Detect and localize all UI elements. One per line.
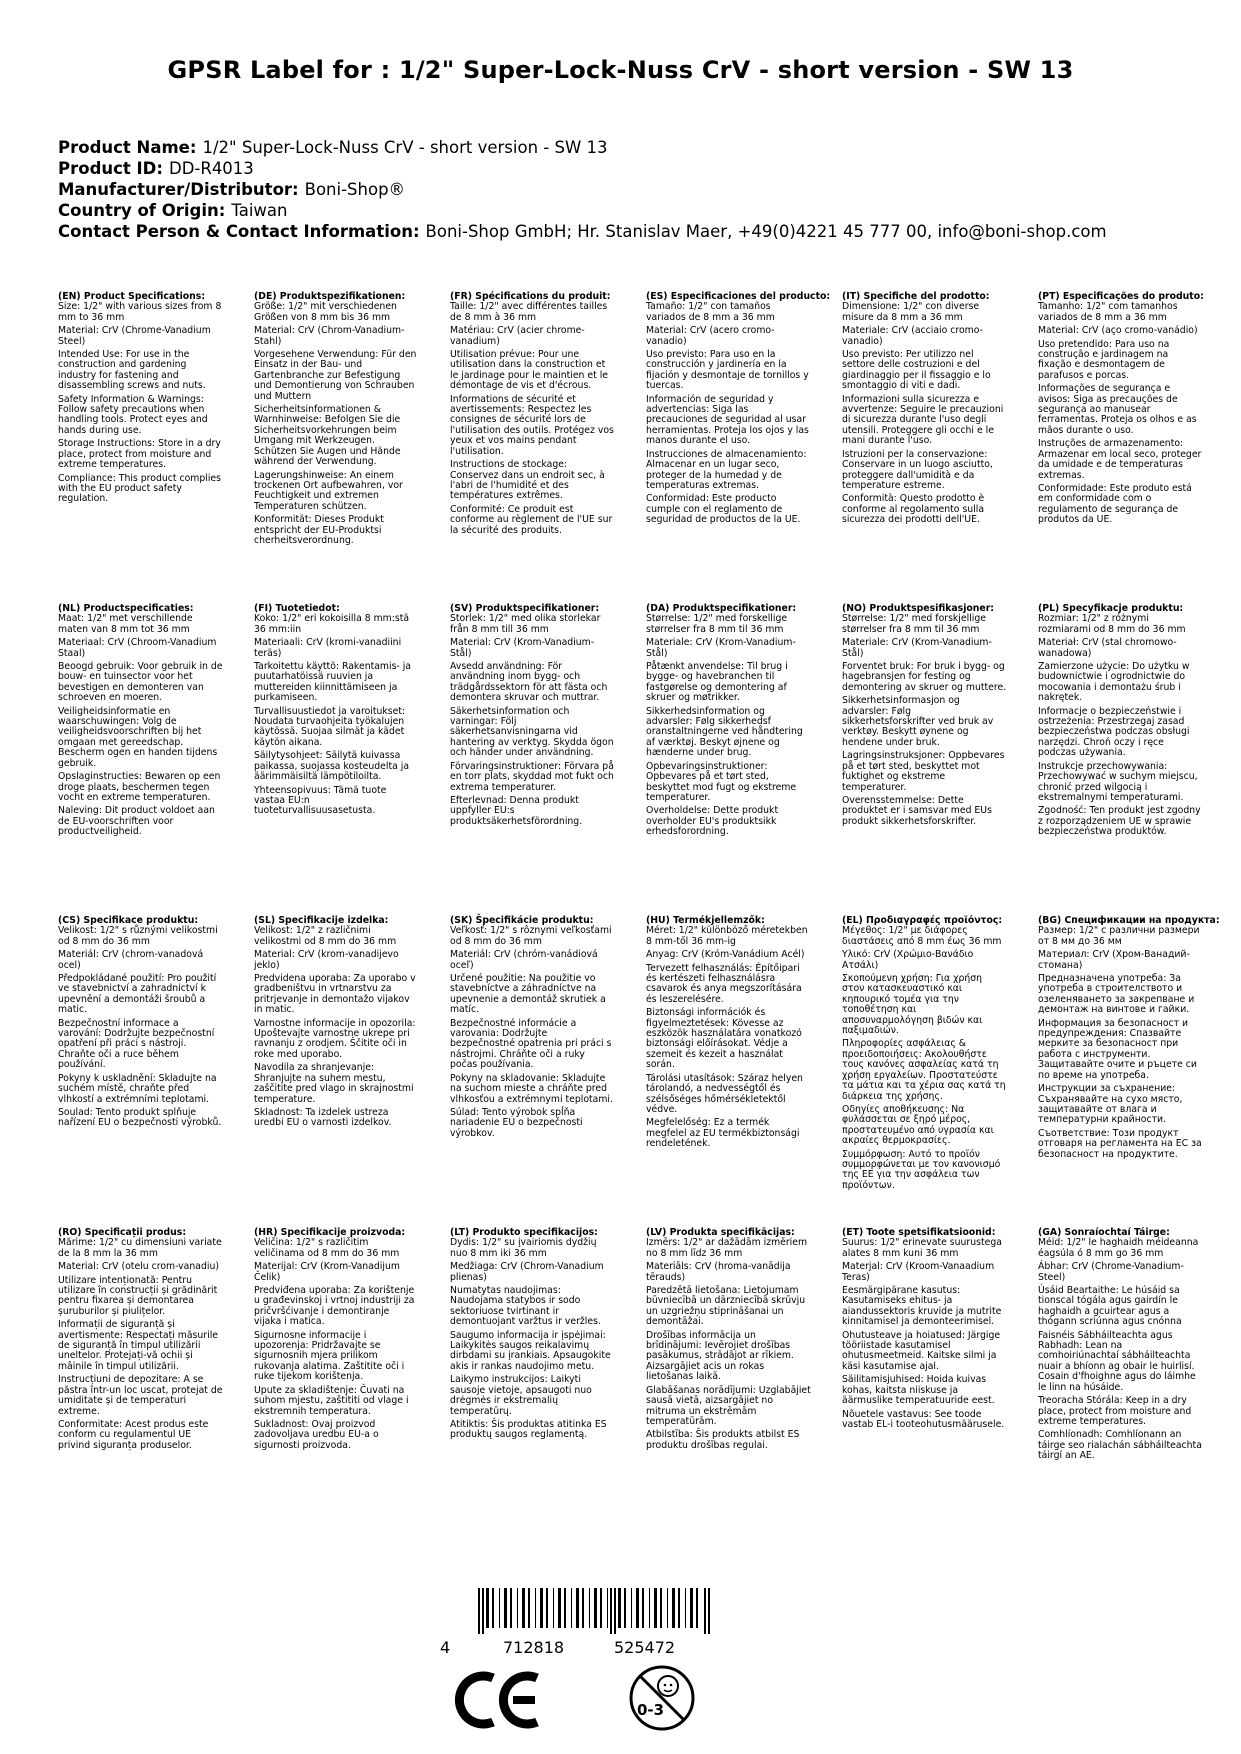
age-0-3-warning-icon [628, 1664, 696, 1732]
spec-line: Πληροφορίες ασφάλειας & προειδοποιήσεις: Ακολουθήστε τους κανόνες ασφαλείας κατά τη χρήση εργαλείων. Προστατεύστε τα μάτια και τα χέρια σας κατά τη διάρκεια της χρήσης. [842, 1038, 1006, 1102]
spec-heading: (PT) Especificações do produto: [1038, 291, 1204, 302]
spec-line: Méid: 1/2" le haghaidh méideanna éagsúla ó 8 mm go 36 mm [1038, 1237, 1199, 1259]
barcode-bar [696, 1588, 698, 1628]
spec-block [1038, 1228, 1203, 1558]
barcode-bar [649, 1588, 650, 1628]
spec-heading: (LT) Produkto specifikacijos: [450, 1227, 598, 1238]
spec-block [254, 1228, 419, 1558]
spec-line: Navodila za shranjevanje: Shranjujte na suhem mestu, zaščitite pred vlago in skrajnostmi temperature. [254, 1062, 414, 1105]
product-name-row: Product Name: 1/2" Super-Lock-Nuss CrV - short version - SW 13 [58, 138, 608, 157]
spec-line: Maat: 1/2" met verschillende maten van 8 mm tot 36 mm [58, 613, 193, 635]
spec-block [450, 292, 615, 604]
spec-line: Megfelelőség: Ez a termék megfelel az EU termékbiztonsági rendeletének. [646, 1117, 800, 1150]
spec-line: Utilizare intenționată: Pentru utilizare în construcții și grădinărit pentru fixarea și demontarea șuruburilor și piulițelor. [58, 1274, 218, 1317]
barcode-bar [631, 1588, 632, 1628]
barcode-bar [685, 1588, 686, 1628]
spec-line: Upute za skladištenje: Čuvati na suhom mjestu, zaštititi od vlage i ekstremnih temperatura. [254, 1384, 409, 1417]
spec-line: Tamaño: 1/2" con tamaños variados de 8 mm a 36 mm [646, 301, 775, 323]
spec-heading: (CS) Specifikace produktu: [58, 915, 199, 926]
origin-row: Country of Origin: Taiwan [58, 201, 288, 220]
spec-line: Yhteensopivuus: Tämä tuote vastaa EU:n tuoteturvallisuusasetusta. [254, 784, 387, 817]
spec-block [842, 292, 1007, 604]
spec-line: Συμμόρφωση: Αυτό το προϊόν συμμορφώνεται με τον κανονισμό της ΕΕ για την ασφάλεια των προϊόντων. [842, 1148, 1001, 1191]
barcode-bar [636, 1588, 639, 1628]
product-info [58, 137, 1107, 242]
spec-line: Opslaginstructies: Bewaren op een droge plaats, beschermen tegen vocht en extreme temperaturen. [58, 771, 221, 803]
spec-line: Instruções de armazenamento: Armazenar em local seco, proteger da umidade e de temperaturas extremas. [1038, 438, 1202, 481]
barcode-bar [624, 1588, 626, 1628]
barcode-digit-prefix: 4 [440, 1638, 451, 1657]
spec-heading: (NO) Produktspesifikasjoner: [842, 603, 995, 614]
spec-line: Instrucciones de almacenamiento: Almacenar en un lugar seco, proteger de la humedad y de temperaturas extremas. [646, 448, 807, 491]
spec-heading: (ES) Especificaciones del producto: [646, 291, 831, 302]
spec-block [254, 604, 419, 916]
spec-line: Opbevaringsinstruktioner: Opbevares på et tørt sted, beskyttet mod fugt og ekstreme temperaturer. [646, 760, 797, 803]
spec-heading: (SK) Špecifikácie produktu: [450, 915, 594, 926]
spec-line: Lagerungshinweise: An einem trockenen Ort aufbewahren, vor Feuchtigkeit und extremen Temperaturen schützen. [254, 469, 403, 512]
spec-block [58, 916, 223, 1228]
spec-block [1038, 915, 1220, 1228]
spec-block [254, 916, 419, 1228]
spec-line: Tarkoitettu käyttö: Rakentamis- ja puutarhatöissä ruuvien ja muttereiden kiinnittämiseen ja purkamiseen. [254, 661, 412, 704]
spec-line: Předpokládané použití: Pro použití ve stavebnictví a zahradnictví k upevnění a demontáži šroubů a matic. [58, 973, 217, 1016]
spec-line: Turvallisuustiedot ja varoitukset: Noudata turvaohjeita työkalujen käytössä. Suojaa silmät ja kädet käytön aikana. [254, 705, 406, 748]
spec-line: Bezpečnostné informácie a varovania: Dodržujte bezpečnostné opatrenia pri práci s nástrojmi. Chráňte oči a ruky počas používania. [450, 1017, 612, 1071]
barcode-bar [517, 1588, 518, 1628]
spec-line: Säkerhetsinformation och varningar: Följ säkerhetsanvisningarna vid hantering av verktyg. Skydda ögon och händer under användning. [450, 705, 614, 759]
spec-heading: (PL) Specyfikacje produktu: [1038, 603, 1184, 614]
barcode-bar [558, 1588, 561, 1628]
spec-line: Instrukcje przechowywania: Przechowywać w suchym miejscu, chronić przed wilgocią i ekstremalnymi temperaturami. [1038, 760, 1198, 803]
spec-block [450, 1228, 615, 1558]
spec-line: Pokyny na skladovanie: Skladujte na suchom mieste a chráňte pred vlhkosťou a extrémnymi teplotami. [450, 1072, 613, 1105]
spec-line: Atitiktis: Šis produktas atitinka ES produktų saugos reglamentą. [450, 1418, 607, 1441]
spec-line: Размер: 1/2" с различни размери от 8 мм до 36 мм [1038, 925, 1200, 947]
spec-heading: (EN) Product Specifications: [58, 291, 206, 302]
spec-line: Safety Information & Warnings: Follow safety precautions when handling tools. Protect eyes and hands during use. [58, 393, 208, 436]
spec-grid [58, 292, 1228, 1558]
barcode-digits-left: 712818 [503, 1638, 565, 1657]
spec-line: Soulad: Tento produkt splňuje nařízení EU o bezpečnosti výrobků. [58, 1106, 222, 1129]
spec-line: Materiale: CrV (Krom-Vanadium-Stål) [646, 637, 796, 659]
spec-line: Größe: 1/2" mit verschiedenen Größen von 8 mm bis 36 mm [254, 301, 397, 323]
spec-heading: (DE) Produktspezifikationen: [254, 291, 406, 302]
spec-line: Paredzētā lietošana: Lietojumam būvniecībā un dārzniecībā skrūvju un uzgriežņu stiprināšanai un demontāžai. [646, 1285, 806, 1328]
spec-line: Skladnost: Ta izdelek ustreza uredbi EU o varnosti izdelkov. [254, 1106, 392, 1129]
barcode-bar [654, 1588, 657, 1628]
spec-block [842, 916, 1007, 1228]
page-title: GPSR Label for : 1/2" Super-Lock-Nuss CrV - short version - SW 13 [167, 56, 1074, 84]
spec-line: Overensstemmelse: Dette produktet er i samsvar med EUs produkt sikkerhetsforskrifter. [842, 794, 992, 827]
spec-line: Naleving: Dit product voldoet aan de EU-voorschriften voor productveiligheid. [58, 805, 215, 838]
barcode-bar [546, 1588, 548, 1628]
barcode-bar [571, 1588, 572, 1628]
spec-line: Taille: 1/2" avec différentes tailles de 8 mm à 36 mm [450, 301, 608, 323]
spec-line: Tamanho: 1/2" com tamanhos variados de 8 mm a 36 mm [1038, 301, 1178, 323]
barcode-bar [690, 1588, 693, 1628]
barcode-bar [704, 1588, 706, 1634]
spec-line: Predvidena uporaba: Za uporabo v gradbeništvu in vrtnarstvu za pritrjevanje in demontažo vijakov in matic. [254, 973, 416, 1016]
spec-line: Størrelse: 1/2" med forskellige størrelser fra 8 mm til 36 mm [646, 613, 788, 635]
spec-line: Istruzioni per la conservazione: Conservare in un luogo asciutto, proteggere dall'umidità e da temperature estreme. [842, 448, 993, 491]
spec-line: Storlek: 1/2" med olika storlekar från 8 mm till 36 mm [450, 613, 601, 635]
spec-line: Informații de siguranță și avertismente: Respectați măsurile de siguranță în timpul utilizării uneltelor. Protejați-vă ochii și mâinile în timpul utilizării. [58, 1319, 218, 1372]
spec-block [254, 292, 419, 604]
spec-line: Méret: 1/2" különböző méretekben 8 mm-től 36 mm-ig [646, 925, 808, 947]
spec-line: Saugumo informacija ir įspėjimai: Laikykitės saugos reikalavimų dirbdami su įrankiais. Apsaugokite akis ir rankas naudojimo metu. [450, 1329, 611, 1372]
spec-line: Intended Use: For use in the construction and gardening industry for fastening and disassembling screws and nuts. [58, 349, 206, 392]
spec-line: Koko: 1/2" eri kokoisilla 8 mm:stä 36 mm:iin [254, 613, 410, 635]
barcode-bar [482, 1588, 484, 1634]
contact-row: Contact Person & Contact Information: Boni-Shop GmbH; Hr. Stanislav Maer, +49(0)4221 45 777 00, info@boni-shop.com [58, 222, 1107, 241]
barcode-bar [594, 1588, 597, 1628]
spec-line: Medžiaga: CrV (Chrom-Vanadium plienas) [450, 1261, 604, 1283]
spec-line: Dydis: 1/2" su įvairiomis dydžių nuo 8 mm iki 36 mm [450, 1237, 597, 1259]
spec-line: Informations de sécurité et avertissements: Respectez les consignes de sécurité lors de l'utilisation des outils. Protégez vos yeux et vos mains pendant l'utilisation. [450, 393, 614, 457]
spec-block [842, 1228, 1007, 1558]
spec-block [842, 604, 1007, 916]
spec-line: Información de seguridad y advertencias: Siga las precauciones de seguridad al usar herramientas. Proteja los ojos y las manos durante el uso. [646, 393, 809, 447]
spec-line: Mărime: 1/2" cu dimensiuni variate de la 8 mm la 36 mm [58, 1237, 222, 1259]
spec-line: Ohutusteave ja hoiatused: Järgige tööriistade kasutamisel ohutusmeetmeid. Kaitske silmi ja käsi kasutamise ajal. [842, 1329, 1001, 1372]
spec-line: Pokyny k uskladnění: Skladujte na suchém místě, chraňte před vlhkostí a extrémními teplotami. [58, 1072, 217, 1105]
spec-block [646, 916, 811, 1228]
barcode-bar [660, 1588, 662, 1628]
spec-line: Informacje o bezpieczeństwie i ostrzeżenia: Przestrzegaj zasad bezpieczeństwa podczas obsługi narzędzi. Chroń oczy i ręce podczas używania. [1038, 705, 1190, 759]
barcode-bar [672, 1588, 675, 1628]
barcode [440, 1588, 710, 1634]
spec-line: Suurus: 1/2" erinevate suurustega alates 8 mm kuni 36 mm [842, 1237, 1002, 1259]
spec-line: Glabāšanas norādījumi: Uzglabājiet sausā vietā, aizsargājiet no mitruma un ekstrēmām temperatūrām. [646, 1384, 811, 1427]
spec-line: Bezpečnostní informace a varování: Dodržujte bezpečnostní opatření při práci s nástroji. Chraňte oči a ruce během používání. [58, 1017, 215, 1071]
spec-line: Tárolási utasítások: Száraz helyen tárolandó, a nedvességtől és szélsőséges hőmérsékletektől védve. [646, 1072, 803, 1115]
spec-line: Uso previsto: Per utilizzo nel settore delle costruzioni e del giardinaggio per il fissaggio e lo smontaggio di viti e dadi. [842, 349, 991, 392]
spec-heading: (DA) Produktspecifikationer: [646, 603, 797, 614]
barcode-bar [528, 1588, 530, 1628]
spec-line: Materiaal: CrV (Chroom-Vanadium Staal) [58, 637, 217, 659]
spec-block [58, 292, 223, 604]
spec-line: Treoracha Stórála: Keep in a dry place, protect from moisture and extreme temperatures. [1038, 1395, 1192, 1427]
spec-block [646, 1228, 811, 1558]
barcode-bar [678, 1588, 680, 1628]
spec-line: Size: 1/2" with various sizes from 8 mm to 36 mm [58, 301, 222, 323]
barcode-bar [486, 1588, 489, 1628]
spec-block [450, 916, 615, 1228]
barcode-bar [607, 1588, 608, 1628]
spec-line: Material: CrV (otelu crom-vanadiu) [58, 1261, 219, 1273]
spec-line: Σκοπούμενη χρήση: Για χρήση στον κατασκευαστικό και κηπουρικό τομέα για την τοποθέτηση και αποσυναρμολόγηση βιδών και παξιμαδιών. [842, 973, 983, 1037]
spec-block [58, 604, 223, 916]
spec-line: Sikkerhedsinformation og advarsler: Følg sikkerhedsf oranstaltningerne ved håndtering af værktøj. Beskyt øjnene og hænderne under brug. [646, 705, 803, 759]
spec-line: Utilisation prévue: Pour une utilisation dans la construction et le jardinage pour le maintien et le démontage de vis et d'écrous. [450, 349, 609, 392]
spec-line: Instrucțiuni de depozitare: A se păstra într-un loc uscat, protejat de umiditate și de temperaturi extreme. [58, 1374, 223, 1417]
spec-block [1038, 292, 1203, 604]
barcode-digits-right: 525472 [614, 1638, 676, 1657]
barcode-bar [492, 1588, 494, 1628]
barcode-bar [553, 1588, 554, 1628]
spec-line: Velikost: 1/2" s různými velikostmi od 8 mm do 36 mm [58, 925, 218, 947]
spec-line: Eesmärgipärane kasutus: Kasutamiseks ehitus- ja aiandussektoris kruvide ja mutrite kinnitamisel ja demonteerimisel. [842, 1285, 1002, 1328]
spec-line: Beoogd gebruik: Voor gebruik in de bouw- en tuinsector voor het bevestigen en demonteren van schroeven en moeren. [58, 661, 223, 704]
barcode-bar [499, 1588, 500, 1628]
spec-heading: (FR) Spécifications du produit: [450, 291, 611, 302]
barcode-bar [510, 1588, 512, 1628]
spec-line: Uso pretendido: Para uso na construção e jardinagem na fixação e desmontagem de parafusos e porcas. [1038, 338, 1170, 381]
spec-line: Izmērs: 1/2" ar dažādām izmēriem no 8 mm līdz 36 mm [646, 1237, 808, 1259]
spec-line: Efterlevnad: Denna produkt uppfyller EU:s produktsäkerhetsförordning. [450, 794, 583, 827]
spec-line: Materiale: CrV (acciaio cromo-vanadio) [842, 325, 983, 347]
spec-line: Информация за безопасност и предупреждения: Спазвайте мерките за безопасност при работа с инструменти. Защитавайте очите и ръцете си по време на употреба. [1038, 1017, 1197, 1081]
spec-line: Material: CrV (Chrome-Vanadium Steel) [58, 325, 211, 347]
spec-heading: (BG) Спецификации на продукта: [1038, 915, 1220, 926]
spec-line: Laikymo instrukcijos: Laikyti sausoje vietoje, apsaugoti nuo drėgmės ir ekstremalių temperatūrų. [450, 1374, 592, 1417]
spec-line: Biztonsági információk és figyelmeztetések: Kövesse az eszközök használatára vonatkozó biztonsági előírásokat. Védje a szemeit és kezeit a használat során. [646, 1007, 802, 1071]
spec-line: Ábhar: CrV (Chrome-Vanadium-Steel) [1038, 1261, 1184, 1283]
barcode-bar [618, 1588, 621, 1628]
barcode-bar [576, 1588, 579, 1628]
spec-heading: (HR) Specifikacije proizvoda: [254, 1227, 406, 1238]
spec-line: Veiligheidsinformatie en waarschuwingen: Volg de veiligheidsvoorschriften bij het omgaan met gereedschap. Bescherm ogen en handen tijdens gebruik. [58, 705, 218, 769]
spec-line: Material: CrV (Krom-Vanadium-Stål) [450, 637, 595, 659]
barcode-bar [708, 1588, 710, 1634]
spec-line: Úsáid Beartaithe: Le húsáid sa tionscal tógála agus gairdín le haghaidh a gcuirtear agus a thógann scriúnna agus cnónna [1038, 1285, 1182, 1328]
spec-line: Nõuetele vastavus: See toode vastab EL-i tooteohutusmäärusele. [842, 1408, 1005, 1430]
barcode-bar [589, 1588, 590, 1628]
spec-line: Tervezett felhasználás: Építőipari és kertészeti felhasználásra csavarok és anya megszorítására és leszerelésére. [646, 962, 802, 1005]
spec-line: Matériau: CrV (acier chrome-vanadium) [450, 325, 585, 347]
spec-line: Súlad: Tento výrobok spĺňa nariadenie EÚ o bezpečnosti výrobkov. [450, 1106, 583, 1139]
spec-line: Rozmiar: 1/2" z różnymi rozmiarami od 8 mm do 36 mm [1038, 613, 1186, 635]
spec-heading: (GA) Sonraíochtaí Táirge: [1038, 1227, 1170, 1238]
spec-line: Numatytas naudojimas: Naudojama statybos ir sodo sektoriuose tvirtinant ir demontuojant varžtus ir veržles. [450, 1285, 601, 1328]
spec-line: Comhlíonadh: Comhlíonann an táirge seo rialachán sábháilteachta táirgí an AE. [1038, 1429, 1202, 1462]
spec-line: Materiāls: CrV (hroma-vanādija tērauds) [646, 1261, 791, 1283]
spec-line: Predviđena uporaba: Za korištenje u građevinskoj i vrtnoj industriji za pričvršćivanje i demontiranje vijaka i matica. [254, 1285, 415, 1328]
spec-block [1038, 604, 1203, 916]
spec-block [646, 604, 811, 916]
spec-line: Инструкции за съхранение: Съхранявайте на сухо място, защитавайте от влага и температурни крайности. [1038, 1083, 1183, 1126]
spec-line: Material: CrV (acero cromo-vanadio) [646, 325, 775, 347]
spec-line: Conformidad: Este producto cumple con el reglamento de seguridad de productos de la UE. [646, 493, 801, 526]
spec-line: Uso previsto: Para uso en la construcción y jardinería en la fijación y desmontaje de tornillos y tuercas. [646, 349, 809, 392]
spec-line: Υλικό: CrV (Χρώμιο-Βανάδιο Ατσάλι) [842, 949, 974, 971]
spec-line: Forventet bruk: For bruk i bygg- og hagebransjen for festing og demontering av skruer og muttere. [842, 661, 1007, 693]
spec-line: Zgodność: Ten produkt jest zgodny z rozporządzeniem UE w sprawie bezpieczeństwa produktów. [1038, 805, 1201, 838]
barcode-bar [478, 1588, 480, 1634]
spec-line: Conformidade: Este produto está em conformidade com o regulamento de segurança de produtos da UE. [1038, 482, 1192, 526]
spec-line: Informazioni sulla sicurezza e avvertenze: Seguire le precauzioni di sicurezza durante l'uso degli utensili. Proteggere gli occhi e le mani durante l'uso. [842, 393, 1004, 447]
spec-line: Förvaringsinstruktioner: Förvara på en torr plats, skyddad mot fukt och extrema temperaturer. [450, 760, 614, 793]
barcode-bar [614, 1588, 616, 1634]
spec-line: Instructions de stockage: Conservez dans un endroit sec, à l'abri de l'humidité et des températures extrêmes. [450, 459, 605, 502]
ce-mark-icon [455, 1670, 543, 1730]
product-id-row: Product ID: DD-R4013 [58, 159, 254, 178]
spec-line: Sigurnosne informacije i upozorenja: Pridržavajte se sigurnosnih mjera prilikom rukovanja alatima. Zaštitite oči i ruke tijekom korištenja. [254, 1329, 405, 1383]
spec-line: Säilytysohjeet: Säilytä kuivassa paikassa, suojassa kosteudelta ja äärimmäisiltä lämpötiloilta. [254, 750, 410, 783]
spec-heading: (ET) Toote spetsifikatsioonid: [842, 1227, 996, 1238]
spec-line: Conformità: Questo prodotto è conforme al regolamento sulla sicurezza dei prodotti dell'UE. [842, 493, 985, 526]
spec-line: Materiaali: CrV (kromi-vanadiini teräs) [254, 637, 402, 659]
spec-block [450, 604, 615, 916]
spec-heading: (SV) Produktspecifikationer: [450, 603, 600, 614]
spec-line: Material: CrV (aço cromo-vanádio) [1038, 325, 1198, 337]
spec-heading: (LV) Produkta specifikācijas: [646, 1227, 795, 1238]
spec-line: Sukladnost: Ovaj proizvod zadovoljava uredbu EU-a o sigurnosti proizvoda. [254, 1418, 379, 1451]
spec-line: Materiál: CrV (chróm-vanádiová oceľ) [450, 949, 598, 971]
barcode-bar [540, 1588, 543, 1628]
barcode-bar [600, 1588, 602, 1628]
spec-line: Materiał: CrV (stal chromowo-wanadowa) [1038, 637, 1177, 659]
spec-line: Materiál: CrV (chrom-vanadová ocel) [58, 949, 204, 971]
spec-block [646, 291, 831, 604]
spec-line: Material: CrV (Chrom-Vanadium-Stahl) [254, 325, 405, 347]
barcode-bar [522, 1588, 525, 1628]
spec-line: Materijal: CrV (Krom-Vanadijum Čelik) [254, 1261, 400, 1283]
spec-line: Avsedd användning: För användning inom bygg- och trädgårdssektorn för att fästa och demontera skruvar och muttrar. [450, 661, 608, 704]
spec-line: Съответствие: Този продукт отговаря на регламента на ЕС за безопасност на продуктите. [1038, 1127, 1202, 1160]
spec-line: Οδηγίες αποθήκευσης: Να φυλάσσεται σε ξηρό μέρος, προστατευμένο από υγρασία και ακραίες θερμοκρασίες. [842, 1103, 994, 1147]
spec-line: Påtænkt anvendelse: Til brug i bygge- og havebranchen til fastgørelse og demontering af skruer og møtrikker. [646, 661, 788, 704]
spec-line: Sicherheitsinformationen & Warnhinweise: Befolgen Sie die Sicherheitsvorkehrungen beim Umgang mit Werkzeugen. Schützen Sie Augen und Hände während der Verwendung. [254, 404, 401, 468]
spec-line: Faisnéis Sábháilteachta agus Rabhadh: Lean na comhoiriúnachtaí sábháilteachta nuair a bhíonn ag obair le huirlisí. Cosain d'fhoighne agus do láimhe le linn na húsáide. [1038, 1329, 1196, 1393]
spec-heading: (SL) Specifikacije izdelka: [254, 915, 389, 926]
spec-line: Materiale: CrV (Krom-Vanadium-Stål) [842, 637, 992, 659]
manufacturer-row: Manufacturer/Distributor: Boni-Shop® [58, 180, 406, 199]
spec-line: Conformitate: Acest produs este conform cu regulamentul UE privind siguranța produselor. [58, 1418, 209, 1451]
barcode-bar [564, 1588, 566, 1628]
spec-heading: (RO) Specificații produs: [58, 1227, 187, 1238]
spec-line: Compliance: This product complies with the EU product safety regulation. [58, 472, 221, 505]
spec-line: Предназначена употреба: За употреба в строителството и озеленяването за закрепване и демонтаж на винтове и гайки. [1038, 973, 1195, 1016]
age-label: 0-3 [637, 1701, 665, 1719]
spec-line: Určené použitie: Na použitie vo stavebníctve a záhradníctve na upevnenie a demontáž skrutiek a matíc. [450, 973, 606, 1016]
spec-line: Vorgesehene Verwendung: Für den Einsatz in der Bau- und Gartenbranche zur Befestigung und Demontierung von Schrauben und Muttern [254, 349, 417, 402]
spec-block [58, 1228, 223, 1558]
spec-line: Varnostne informacije in opozorila: Upoštevajte varnostne ukrepe pri ravnanju z orodjem. Ščitite oči in roke med uporabo. [254, 1017, 416, 1060]
barcode-bar [667, 1588, 668, 1628]
spec-line: Säilitamisjuhised: Hoida kuivas kohas, kaitsta niiskuse ja äärmuslike temperatuuride eest. [842, 1374, 995, 1407]
spec-line: Dimensione: 1/2" con diverse misure da 8 mm a 36 mm [842, 301, 980, 323]
spec-line: Drošības informācija un brīdinājumi: Ievērojiet drošības pasākumus, strādājot ar rīkiem. Aizsargājiet acis un rokas lietošanas laikā. [646, 1329, 794, 1383]
spec-line: Informações de segurança e avisos: Siga as precauções de segurança ao manusear ferramentas. Proteja os olhos e as mãos durante o uso. [1038, 383, 1197, 436]
spec-heading: (HU) Termékjellemzők: [646, 915, 765, 926]
spec-line: Material: CrV (krom-vanadijevo jeklo) [254, 949, 399, 971]
spec-line: Storage Instructions: Store in a dry place, protect from moisture and extreme temperatures. [58, 438, 221, 471]
spec-line: Anyag: CrV (Króm-Vanádium Acél) [646, 949, 805, 961]
spec-line: Veľkosť: 1/2" s rôznymi veľkosťami od 8 mm do 36 mm [450, 925, 612, 947]
spec-line: Atbilstība: Šis produkts atbilst ES produktu drošības regulai. [646, 1429, 800, 1451]
spec-line: Veličina: 1/2" s različitim veličinama od 8 mm do 36 mm [254, 1237, 400, 1259]
spec-line: Konformität: Dieses Produkt entspricht der EU-Produktsi cherheitsverordnung. [254, 514, 384, 546]
barcode-bar [582, 1588, 584, 1628]
spec-line: Zamierzone użycie: Do użytku w budownictwie i ogrodnictwie do mocowania i demontażu śrub i nakrętek. [1038, 661, 1190, 704]
spec-heading: (IT) Specifiche del prodotto: [842, 291, 990, 302]
spec-line: Sikkerhetsinformasjon og advarsler: Følg sikkerhetsforskrifter ved bruk av verktøy. Beskytt øynene og hendene under bruk. [842, 695, 994, 748]
spec-heading: (FI) Tuotetiedot: [254, 603, 340, 614]
spec-heading: (NL) Productspecificaties: [58, 603, 194, 614]
barcode-bar [504, 1588, 507, 1628]
barcode-bar [642, 1588, 644, 1628]
barcode-bar [535, 1588, 536, 1628]
spec-line: Overholdelse: Dette produkt overholder EU's produktsikk erhedsforordning. [646, 805, 779, 838]
spec-line: Velikost: 1/2" z različnimi velikostmi od 8 mm do 36 mm [254, 925, 397, 947]
barcode-bar [610, 1588, 612, 1634]
spec-line: Conformité: Ce produit est conforme au règlement de l'UE sur la sécurité des produits. [450, 503, 613, 536]
spec-line: Størrelse: 1/2" med forskjellige størrelser fra 8 mm til 36 mm [842, 613, 986, 635]
spec-line: Materjal: CrV (Kroom-Vanaadium Teras) [842, 1261, 995, 1283]
spec-heading: (EL) Προδιαγραφές προϊόντος: [842, 915, 1003, 926]
spec-line: Материал: CrV (Хром-Ванадий-стомана) [1038, 949, 1190, 971]
spec-line: Lagringsinstruksjoner: Oppbevares på et tørt sted, beskyttet mot fuktighet og ekstreme temperaturer. [842, 750, 1005, 793]
spec-line: Μέγεθος: 1/2" με διάφορες διαστάσεις από 8 mm έως 36 mm [842, 925, 1002, 947]
